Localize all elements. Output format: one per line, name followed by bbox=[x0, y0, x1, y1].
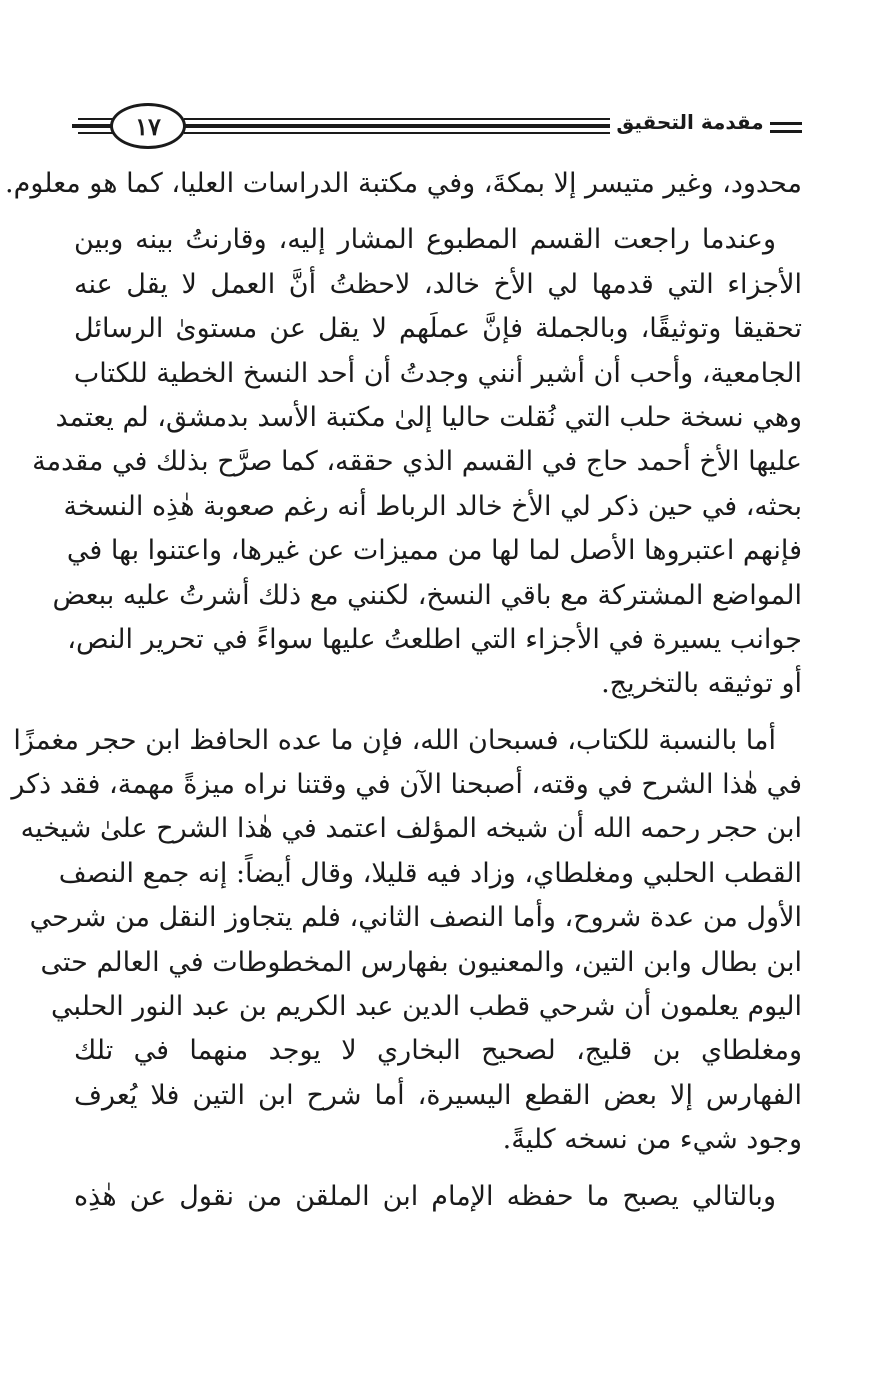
header-rule-left-mid bbox=[72, 124, 114, 128]
text-line: ابن بطال وابن التين، والمعنيون بفهارس المخطوطات في العالم حتى bbox=[40, 946, 802, 978]
text-line: بحثه، في حين ذكر لي الأخ خالد الرباط أنه رغم صعوبة هٰذِه النسخة bbox=[63, 490, 802, 522]
text-line: ابن حجر رحمه الله أن شيخه المؤلف اعتمد في هٰذا الشرح علىٰ شيخيه bbox=[20, 813, 802, 845]
paragraph bbox=[5, 162, 802, 206]
text-line: القطب الحلبي ومغلطاي، وزاد فيه قليلا، وقال أيضاً: إنه جمع النصف bbox=[58, 857, 802, 889]
text-line: جوانب يسيرة في الأجزاء التي اطلعتُ عليها سواءً في تحرير النص، bbox=[67, 623, 802, 655]
text-line: عليها الأخ أحمد حاج في القسم الذي حققه، كما صرَّح بذلك في مقدمة bbox=[32, 446, 802, 478]
text-line: تحقيقا وتوثيقًا، وبالجملة فإنَّ عملَهم لا يقل عن مستوىٰ الرسائل bbox=[74, 313, 802, 345]
paragraph bbox=[74, 1175, 802, 1219]
header-rule-left-bottom bbox=[78, 132, 114, 134]
paragraph bbox=[11, 719, 802, 1163]
text-line: ومغلطاي بن قليج، لصحيح البخاري لا يوجد منهما في تلك bbox=[74, 1035, 802, 1067]
text-line: الجامعية، وأحب أن أشير أنني وجدتُ أن أحد النسخ الخطية للكتاب bbox=[73, 357, 802, 389]
paragraph-gap bbox=[74, 1163, 802, 1175]
text-line: وهي نسخة حلب التي نُقلت حاليا إلىٰ مكتبة الأسد بدمشق، لم يعتمد bbox=[55, 401, 802, 433]
text-line: الفهارس إلا بعض القطع اليسيرة، أما شرح ابن التين فلا يُعرف bbox=[74, 1079, 802, 1111]
text-line: وبالتالي يصبح ما حفظه الإمام ابن الملقن من نقول عن هٰذِه bbox=[74, 1180, 776, 1212]
text-line: اليوم يعلمون أن شرحي قطب الدين عبد الكريم بن عبد النور الحلبي bbox=[51, 991, 802, 1023]
text-line: أما بالنسبة للكتاب، فسبحان الله، فإن ما عده الحافظ ابن حجر مغمزًا bbox=[13, 724, 776, 756]
page-header bbox=[0, 0, 873, 160]
text-line: المواضع المشتركة مع باقي النسخ، لكنني مع ذلك أشرتُ عليه ببعض bbox=[52, 579, 802, 611]
paragraph-gap bbox=[74, 707, 802, 719]
text-line: في هٰذا الشرح في وقته، أصبحنا الآن في وقتنا نراه ميزةً مهمة، فقد ذكر bbox=[11, 769, 802, 801]
header-rule-middle-top bbox=[184, 118, 616, 120]
header-rule-left-top bbox=[78, 118, 114, 120]
running-title: مقدمة التحقيق bbox=[610, 110, 770, 134]
text-line: وجود شيء من نسخه كليةً. bbox=[502, 1124, 802, 1156]
header-rule-middle-bottom bbox=[184, 132, 616, 134]
text-line: وعندما راجعت القسم المطبوع المشار إليه، وقارنتُ بينه وبين bbox=[74, 224, 776, 256]
paragraph bbox=[32, 218, 802, 706]
paragraph-gap bbox=[74, 206, 802, 218]
text-line: الأول من عدة شروح، وأما النصف الثاني، فلم يتجاوز النقل من شرحي bbox=[29, 902, 802, 934]
text-line: فإنهم اعتبروها الأصل لما لها من مميزات عن غيرها، واعتنوا بها في bbox=[66, 535, 802, 567]
page-number-text: ١٧ bbox=[135, 111, 161, 141]
body-text bbox=[5, 162, 802, 1219]
text-line: محدود، وغير متيسر إلا بمكةَ، وفي مكتبة الدراسات العليا، كما هو معلوم. bbox=[5, 168, 802, 199]
page-number bbox=[110, 103, 186, 149]
text-line: أو توثيقه بالتخريج. bbox=[601, 668, 802, 700]
header-rule-middle-mid bbox=[184, 124, 616, 128]
text-line: الأجزاء التي قدمها لي الأخ خالد، لاحظتُ أنَّ العمل لا يقل عنه bbox=[74, 268, 802, 300]
